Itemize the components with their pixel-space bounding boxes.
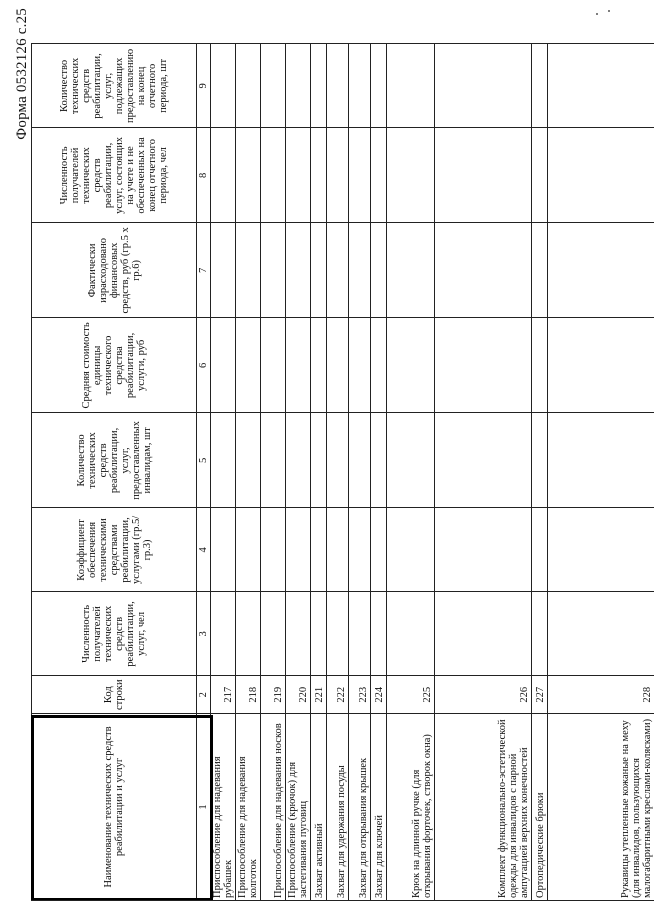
value-cell (371, 44, 387, 128)
value-cell (349, 508, 371, 592)
value-cell (286, 508, 311, 592)
row-code: 225 (387, 676, 435, 714)
value-cell (349, 223, 371, 318)
value-cell (532, 592, 548, 676)
row-code: 222 (327, 676, 349, 714)
value-cell (371, 318, 387, 413)
value-cell (261, 128, 286, 223)
column-number: 3 (197, 592, 211, 676)
value-cell (548, 508, 654, 592)
value-cell (261, 592, 286, 676)
table-row (349, 44, 371, 901)
value-cell (387, 223, 435, 318)
row-code: 219 (261, 676, 286, 714)
row-code: 220 (286, 676, 311, 714)
row-name: Захват для открывания крышек (349, 714, 371, 901)
value-cell (327, 44, 349, 128)
value-cell (327, 128, 349, 223)
value-cell (261, 508, 286, 592)
column-number: 1 (197, 714, 211, 901)
value-cell (387, 592, 435, 676)
table-row (435, 44, 532, 901)
value-cell (236, 592, 261, 676)
header-code: Код строки (32, 676, 197, 714)
row-name: Рукавицы утепленные кожаные на меху (для инвалидов, пользующихся малогабаритными креслами-колясками) (548, 714, 654, 901)
value-cell (548, 44, 654, 128)
value-cell (286, 318, 311, 413)
header-quantity: Количество технических средств реабилитации, услуг, предоставленных инвалидам, шт (32, 413, 197, 508)
table-row (236, 44, 261, 901)
column-number: 4 (197, 508, 211, 592)
value-cell (548, 128, 654, 223)
value-cell (261, 413, 286, 508)
value-cell (532, 223, 548, 318)
table-row (286, 44, 311, 901)
value-cell (387, 508, 435, 592)
column-number: 9 (197, 44, 211, 128)
column-number: 5 (197, 413, 211, 508)
value-cell (327, 508, 349, 592)
row-name: Захват для удержания посуды (327, 714, 349, 901)
form-label: Форма 0532126 с.25 (14, 8, 30, 140)
value-cell (261, 318, 286, 413)
row-name: Захват активный (311, 714, 327, 901)
value-cell (548, 318, 654, 413)
row-code: 221 (311, 676, 327, 714)
table-row (327, 44, 349, 901)
column-number-row (197, 44, 211, 901)
value-cell (211, 223, 236, 318)
value-cell (387, 318, 435, 413)
value-cell (311, 413, 327, 508)
value-cell (311, 508, 327, 592)
row-code: 223 (349, 676, 371, 714)
value-cell (311, 592, 327, 676)
value-cell (371, 592, 387, 676)
value-cell (349, 592, 371, 676)
value-cell (261, 223, 286, 318)
value-cell (211, 508, 236, 592)
value-cell (286, 592, 311, 676)
value-cell (286, 413, 311, 508)
value-cell (236, 318, 261, 413)
header-to-provide: Количество технических средств реабилитации, услуг, подлежащих предоставлению на конец отчетного периода, шт (32, 44, 197, 128)
value-cell (261, 44, 286, 128)
value-cell (236, 44, 261, 128)
value-cell (349, 413, 371, 508)
header-spent: Фактически израсходовано финансовых средств, руб (гр.5 х гр.6) (32, 223, 197, 318)
value-cell (371, 508, 387, 592)
scan-speck (608, 10, 610, 12)
header-row (32, 44, 197, 901)
value-cell (327, 223, 349, 318)
row-name: Крюк на длинной ручке (для открывания форточек, створок окна) (387, 714, 435, 901)
value-cell (311, 128, 327, 223)
value-cell (236, 508, 261, 592)
value-cell (286, 223, 311, 318)
value-cell (435, 592, 532, 676)
value-cell (236, 223, 261, 318)
row-name: Ортопедические брюки (532, 714, 548, 901)
column-number: 8 (197, 128, 211, 223)
column-number: 2 (197, 676, 211, 714)
value-cell (211, 318, 236, 413)
value-cell (349, 44, 371, 128)
value-cell (327, 413, 349, 508)
table-row (387, 44, 435, 901)
value-cell (387, 413, 435, 508)
row-name: Комплект функционально-эстетической одежды для инвалидов с парной ампутацией верхних конечностей (435, 714, 532, 901)
value-cell (532, 318, 548, 413)
value-cell (311, 318, 327, 413)
header-coefficient: Коэффициент обеспечения техническими средствами реабилитации, услугами (гр.5/гр.3) (32, 508, 197, 592)
header-unserved: Численность получателей технических средств реабилитации, услуг, состоящих на учете и не обеспеченных на конец отчетного периода, чел (32, 128, 197, 223)
table-row (371, 44, 387, 901)
value-cell (236, 413, 261, 508)
scan-speck (596, 13, 598, 15)
value-cell (211, 44, 236, 128)
value-cell (548, 413, 654, 508)
value-cell (349, 318, 371, 413)
value-cell (236, 128, 261, 223)
value-cell (311, 223, 327, 318)
row-code: 226 (435, 676, 532, 714)
table-row (261, 44, 286, 901)
row-code: 228 (548, 676, 654, 714)
value-cell (327, 592, 349, 676)
value-cell (532, 508, 548, 592)
value-cell (327, 318, 349, 413)
value-cell (435, 318, 532, 413)
value-cell (387, 44, 435, 128)
row-name: Приспособление для надевания колготок (236, 714, 261, 901)
table-row (532, 44, 548, 901)
header-recipients: Численность получателей технических средств реабилитации, услуг, чел (32, 592, 197, 676)
value-cell (286, 44, 311, 128)
value-cell (211, 413, 236, 508)
column-number: 7 (197, 223, 211, 318)
value-cell (349, 128, 371, 223)
value-cell (435, 508, 532, 592)
value-cell (435, 128, 532, 223)
row-code: 224 (371, 676, 387, 714)
value-cell (435, 44, 532, 128)
row-name: Приспособление для надевания рубашек (211, 714, 236, 901)
table-row (311, 44, 327, 901)
value-cell (435, 223, 532, 318)
rehab-means-table (31, 43, 654, 901)
row-code: 218 (236, 676, 261, 714)
header-avg-cost: Средняя стоимость единицы технического средства реабилитации, услуги, руб (32, 318, 197, 413)
row-code: 227 (532, 676, 548, 714)
column-number: 6 (197, 318, 211, 413)
row-name: Приспособление (крючок) для застегивания пуговиц (286, 714, 311, 901)
row-name: Приспособление для надевания носков (261, 714, 286, 901)
header-name: Наименование технических средств реабилитации и услуг (32, 714, 197, 901)
value-cell (532, 128, 548, 223)
row-code: 217 (211, 676, 236, 714)
value-cell (532, 44, 548, 128)
value-cell (532, 413, 548, 508)
value-cell (371, 128, 387, 223)
row-name: Захват для ключей (371, 714, 387, 901)
value-cell (371, 413, 387, 508)
value-cell (548, 223, 654, 318)
value-cell (387, 128, 435, 223)
value-cell (435, 413, 532, 508)
value-cell (211, 592, 236, 676)
table-row (548, 44, 654, 901)
value-cell (286, 128, 311, 223)
value-cell (211, 128, 236, 223)
value-cell (311, 44, 327, 128)
table-row (211, 44, 236, 901)
value-cell (371, 223, 387, 318)
value-cell (548, 592, 654, 676)
